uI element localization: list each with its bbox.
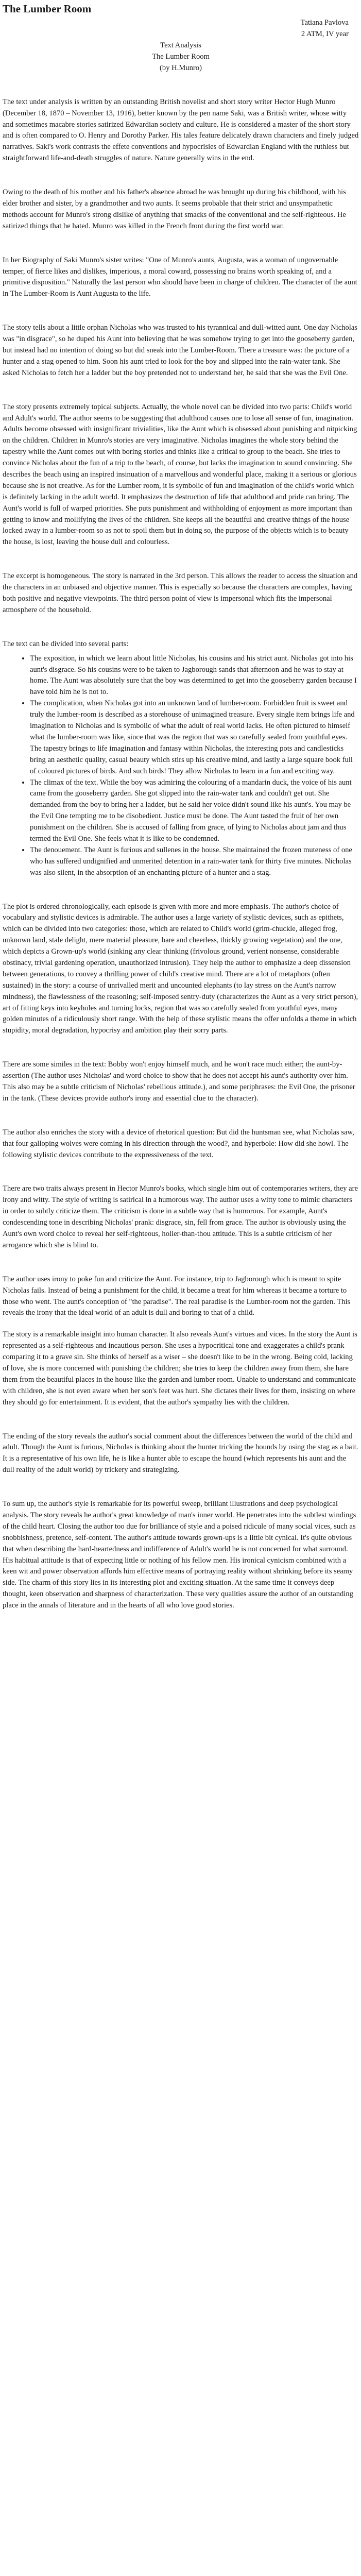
author-group: 2 ATM, IV year bbox=[301, 30, 349, 39]
paragraph-rhetorical: The author also enriches the story with a device of rhetorical question: But did the huntsman see, what Nicholas saw, that four galloping wolves were coming in his direction through the wood?, and hyperbole: How did she howl. The following stylistic devices contribute to the expressiveness of the text. bbox=[3, 1128, 354, 1159]
paragraph-conclusion: To sum up, the author's style is remarkable for its powerful sweep, brilliant illustrations and deep psychological analysis. The story reveals he author's great knowledge of man's inner world. He penetrates into the subtlest windings of the child heart. Closing the author too due for brilliance of style and a poised ridicule of many social vices, such as snobbishness, pretence, self-content. The author's attitude towards grown-ups is a little bit cynical. It's quite obvious that when describing the hard-heartedness and indifference of Adult's world he is not concerned for what surround. His habitual attitude is that of expecting little or nothing of his fellow men. His ironical cynicism combined with a keen wit and power observation affords him effective means of portraying reality without shrinking before its seamy side. The charm of this story lies in its interesting plot and exciting situation. At the same time it conveys deep thought, keen observation and sharpness of characterization. These very qualities assure the author of an outstanding place in the annals of literature and in the hearts of all who love good stories. bbox=[3, 1500, 356, 1610]
author-name: Tatiana Pavlova bbox=[300, 19, 349, 27]
story-author: (by H.Munro) bbox=[160, 63, 202, 72]
document-subtitle: Text Analysis bbox=[160, 41, 201, 50]
document-title: The Lumber Room bbox=[3, 3, 92, 15]
paragraph-childhood: Owing to the death of his mother and his father's absence abroad he was brought up during his childhood, with his elder brother and sister, by a grandmother and two aunts. It seems probable that their strict and unsympathetic methods account for Munro's strong dislike of anything that smacks of the conventional and the self-righteous. He satirized things that he hated. Munro was killed in the French front during the first world war. bbox=[3, 188, 346, 230]
paragraph-irony-wit: There are two traits always present in Hector Munro's books, which single him out of contemporaries writers, they are irony and witty. The style of writing is satirical in a humorous way. The author uses a witty tone to mimic characters in order to subtly criticize them. The criticism is done in a subtle way that is humorous. For example, Aunt's condescending tone in describing Nicholas' prank: disgrace, sin, fell from grace. The author is obviously using the Aunt's own word choice to reveal her self-righteous, holier-than-thou attitude. This is a subtle criticism of her arrogance which she is blind to. bbox=[3, 1184, 358, 1249]
paragraph-narration: The excerpt is homogeneous. The story is narrated in the 3rd person. This allows the reader to access the situation and the characters in an unbiased and objective manner. This is especially so because the characters are complex, having both positive and negative viewpoints. The third person point of view is impersonal which fits the impersonal atmosphere of the household. bbox=[3, 572, 358, 614]
document-header bbox=[3, 2, 359, 74]
list-item: • The complication, when Nicholas got into an unknown land of lumber-room. Forbidden fruit is sweet and truly the lumber-room is described as a storehouse of unimagined treasure. Every single item brings life and imagination to Nicholas and is symbolic of what the adult of real world lacks. He often pictured to himself what the lumber-room was like, since that was the region that was so carefully sealed from youthful eyes. The tapestry brings to life imagination and fantasy within Nicholas, the interesting pots and candlesticks bring an aesthetic quality, casual beauty which stirs up his creative mind, and lastly a large square book full of coloured pictures of birds. And such birds! They allow Nicholas to learn in a fun and exciting way. bbox=[30, 698, 359, 777]
paragraph-character: The story is a remarkable insight into human character. It also reveals Aunt's virtues and vices. In the story the Aunt is represented as a self-righteous and incautious person. She uses a hypocritical tone and exaggerates a child's prank comparing it to a grave sin. She thinks of herself as a wiser – she doesn't like to be in the wrong. Being cold, lacking of love, she is more concerned with punishing the children; she tries to keep the children away from them, she hare them from the beautiful places in the house like the garden and lumber room. Unable to understand and communicate with children, she is not even aware when her son's feet was hurt. She dictates their lives for them, insisting on where they should go for entertainment. It is evident, that the author's sympathy lies with the children. bbox=[3, 1330, 357, 1406]
paragraph-themes: The story presents extremely topical subjects. Actually, the whole novel can be divided into two parts: Child's world and Adult's world. The author seems to be suggesting that adulthood causes one to lose all sense of fun, imagination. Adults become obsessed with insignificant trivialities, like the Aunt which is obsessed about punishing and nitpicking on the children. Children in Munro's stories are very imaginative. Nicholas imagines the whole story behind the tapestry while the Aunt comes out with boring stories and thinks like a critical to group to the beach. She tries to convince Nicholas about the fun of a trip to the beach, of course, but lacks the imagination to sound convincing. She describes the beach using an inspired insinuation of a marvellous and wonderful place, making it a serious or glorious because she is not creative. As for the Lumber room, it is symbolic of fun and imagination of the child's world which is definitely lacking in the adult world. It emphasizes the destruction of life that adulthood and pride can bring. The Aunt's world is full of warped priorities. She puts punishment and withholding of enjoyment as more important than getting to know and mollifying the lives of the children. She keeps all the beautiful and creative things of the house locked away in a lumber-room so as not to spoil them but in doing so, the purpose of the objects which is to beauty the house, is lost, leaving the house dull and colourless. bbox=[3, 402, 357, 547]
paragraph-summary: The story tells about a little orphan Nicholas who was trusted to his tyrannical and dull-witted aunt. One day Nicholas was "in disgrace", so he duped his Aunt into believing that he was somehow trying to get into the gooseberry garden, but instead had no intention of doing so but did sneak into the Lumber-Room. There a treasure was: the picture of a hunter and a stag opened to him. Soon his aunt tried to look for the boy and slipped into the rain-water tank. She asked Nicholas to fetch her a ladder but the boy pretended not to understand her, he said that she was the Evil One. bbox=[3, 324, 357, 377]
paragraph-parts-intro: The text can be divided into several parts: bbox=[3, 639, 129, 648]
paragraph-ending: The ending of the story reveals the author's social comment about the differences between the world of the child and adult. Though the Aunt is furious, Nicholas is thinking about the hunter tricking the hounds by using the stag as a bait. It is a representative of his own life, he is like a hunter able to escape the hound (which represents his aunt and the dull reality of the adult world) by trickery and strategizing. bbox=[3, 1432, 358, 1475]
list-item: • The climax of the text. While the boy was admiring the colouring of a mandarin duck, the voice of his aunt came from the gooseberry garden. She got slipped into the rain-water tank and couldn't get out. She demanded from the boy to bring her a ladder, but he said her voice didn't sound like his aunt's. You may be the Evil One tempting me to be disobedient. Justice must be done. The Aunt tasted the fruit of her own punishment on the children. She is accused of falling from grace, of lying to Nicholas about jam and thus termed the Evil One. She feels what it is like to be condemned. bbox=[30, 777, 359, 845]
list-item: • The exposition, in which we learn about little Nicholas, his cousins and his strict aunt. Nicholas got into his aunt's disgrace. So his cousins were to be taken to Jagborough sands that afternoon and he was to stay at home. The Aunt was absolutely sure that the boy was determined to get into the gooseberry garden because I have told him he is not to. bbox=[30, 653, 359, 699]
paragraph-similes: There are some similes in the text: Bobby won't enjoy himself much, and he won't race much either; the aunt-by-assertion (The author uses Nicholas' and word choice to show that he does not accept his aunt's authority over him. This also may be a subtle criticism of Nicholas' rebellious attitude.), and some periphrases: the Evil One, the prisoner in the tank. (These devices provide author's irony and essential clue to the character). bbox=[3, 1060, 355, 1103]
paragraph-irony-examples: The author uses irony to poke fun and criticize the Aunt. For instance, trip to Jagborough which is meant to spite Nicholas fails. Instead of being a punishment for the child, it became a treat for him whereas it became a torture to those who went. The aunt's conception of "the paradise". The real paradise is the Lumber-room not the garden. This reveals the irony that the ideal world of an adult is dull and boring to that of a child. bbox=[3, 1275, 351, 1317]
paragraph-biography: In her Biography of Saki Munro's sister writes: "One of Munro's aunts, Augusta, was a woman of ungovernable temper, of fierce likes and dislikes, imperious, a moral coward, possessing no brains worth speaking of, and a primitive disposition." Naturally the last person who should have been in charge of children. The character of the aunt in The Lumber-Room is Aunt Augusta to the life. bbox=[3, 256, 357, 298]
list-item: • The denouement. The Aunt is furious and sullenes in the house. She maintained the frozen muteness of one who has suffered undignified and unmerited detention in a rain-water tank for thirty five minutes. Nicholas was also silent, in the absorption of an enchanting picture of a hunter and a stag. bbox=[30, 845, 359, 879]
paragraph-stylistic-devices: The plot is ordered chronologically, each episode is given with more and more emphasis. The author's choice of vocabulary and stylistic devices is admirable. The author uses a large variety of stylistic devices, such as epithets, which can be divided into two categories: those, which are related to Child's world (grim-chuckle, alleged frog, unknown land, stale delight, mere material pleasure, bare and cheerless, thickly growing vegetation) and the one, which depicts a Grown-up's world (sinking any clear thinking (frivolous ground, verient nonsense, considerable obstinacy, trivial gardening operation, unauthorized intrusion). They help the author to emphasize a deep dissension between generations, to convey a thrilling power of child's creative mind. There are a lot of metaphors (often sustained) in the story: a course of unrivalled merit and uncounted elephants (to lay stress on the Aunt's narrow mindness), the flawlessness of the reasoning; self-imposed sentry-duty (characterizes the Aunt as a very strict person), art of fitting keys into keyholes and turning locks, region that was so carefully sealed from youthful eyes, many golden minutes of a ridiculously short range. With the help of these stylistic means the offer unfolds a theme in which stupidity, moral degradation, hypocrisy and ambition play their sorry parts. bbox=[3, 902, 358, 1035]
parts-list bbox=[3, 653, 359, 879]
paragraph-intro: The text under analysis is written by an outstanding British novelist and short story writer Hector Hugh Munro (December 18, 1870 – November 13, 1916), better known by the pen name Saki, was a British writer, whose witty and sometimes macabre stories satirized Edwardian society and culture. He is considered a master of the short story and is often compared to O. Henry and Dorothy Parker. His tales feature delicately drawn characters and finely judged narratives. Saki's work contrasts the effete conventions and hypocrisies of Edwardian England with the ruthless but straightforward life-and-death struggles of nature. Nature generally wins in the end. bbox=[3, 97, 359, 163]
story-title: The Lumber Room bbox=[152, 52, 210, 61]
